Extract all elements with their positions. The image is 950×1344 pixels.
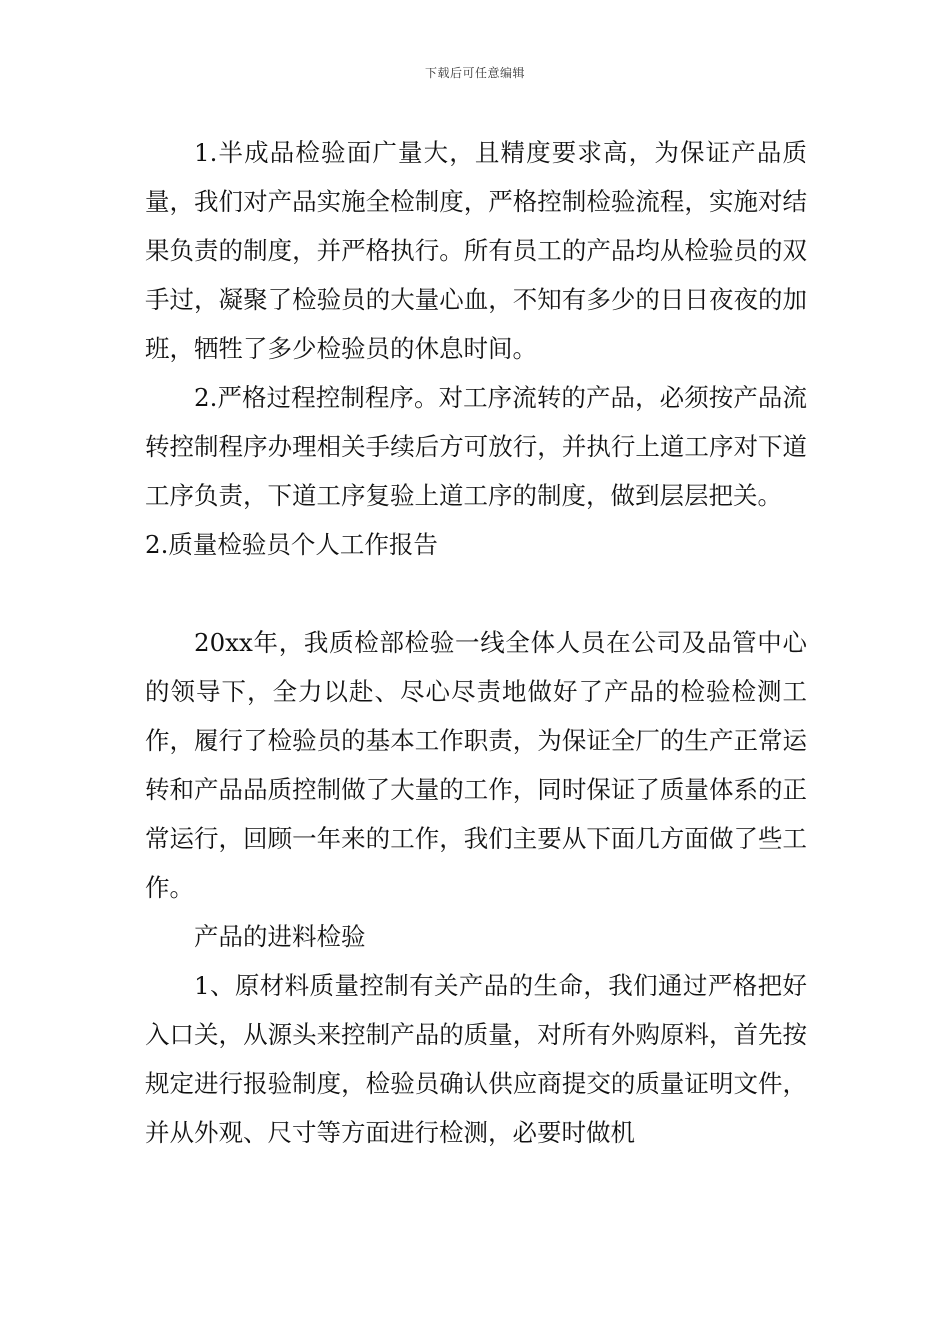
paragraph-semi-finished-inspection: 1.半成品检验面广量大，且精度要求高，为保证产品质量，我们对产品实施全检制度，严格控制检验流程，实施对结果负责的制度，并严格执行。所有员工的产品均从检验员的双手过，凝聚了检验员的大量心血，不知有多少的日日夜夜的加班，牺牲了多少检验员的休息时间。 <box>145 138 807 363</box>
paragraph-annual-summary: 20xx年，我质检部检验一线全体人员在公司及品管中心的领导下，全力以赴、尽心尽责地做好了产品的检验检测工作，履行了检验员的基本工作职责，为保证全厂的生产正常运转和产品品质控制做了大量的工作，同时保证了质量体系的正常运行，回顾一年来的工作，我们主要从下面几方面做了些工作。 <box>145 628 807 902</box>
subsection-title: 产品的进料检验 <box>194 922 366 951</box>
page-header-note: 下载后可任意编辑 <box>424 66 525 80</box>
paragraph-process-control: 2.严格过程控制程序。对工序流转的产品，必须按产品流转控制程序办理相关手续后方可放行，并执行上道工序对下道工序负责，下道工序复验上道工序的制度，做到层层把关。 <box>145 383 807 510</box>
paragraph-raw-material-control: 1、原材料质量控制有关产品的生命，我们通过严格把好入口关，从源头来控制产品的质量，对所有外购原料，首先按规定进行报验制度，检验员确认供应商提交的质量证明文件，并从外观、尺寸等方面进行检测，必要时做机 <box>145 971 807 1147</box>
document-body <box>145 128 807 1157</box>
section-title: 2.质量检验员个人工作报告 <box>145 530 438 559</box>
blank-line <box>145 569 807 618</box>
